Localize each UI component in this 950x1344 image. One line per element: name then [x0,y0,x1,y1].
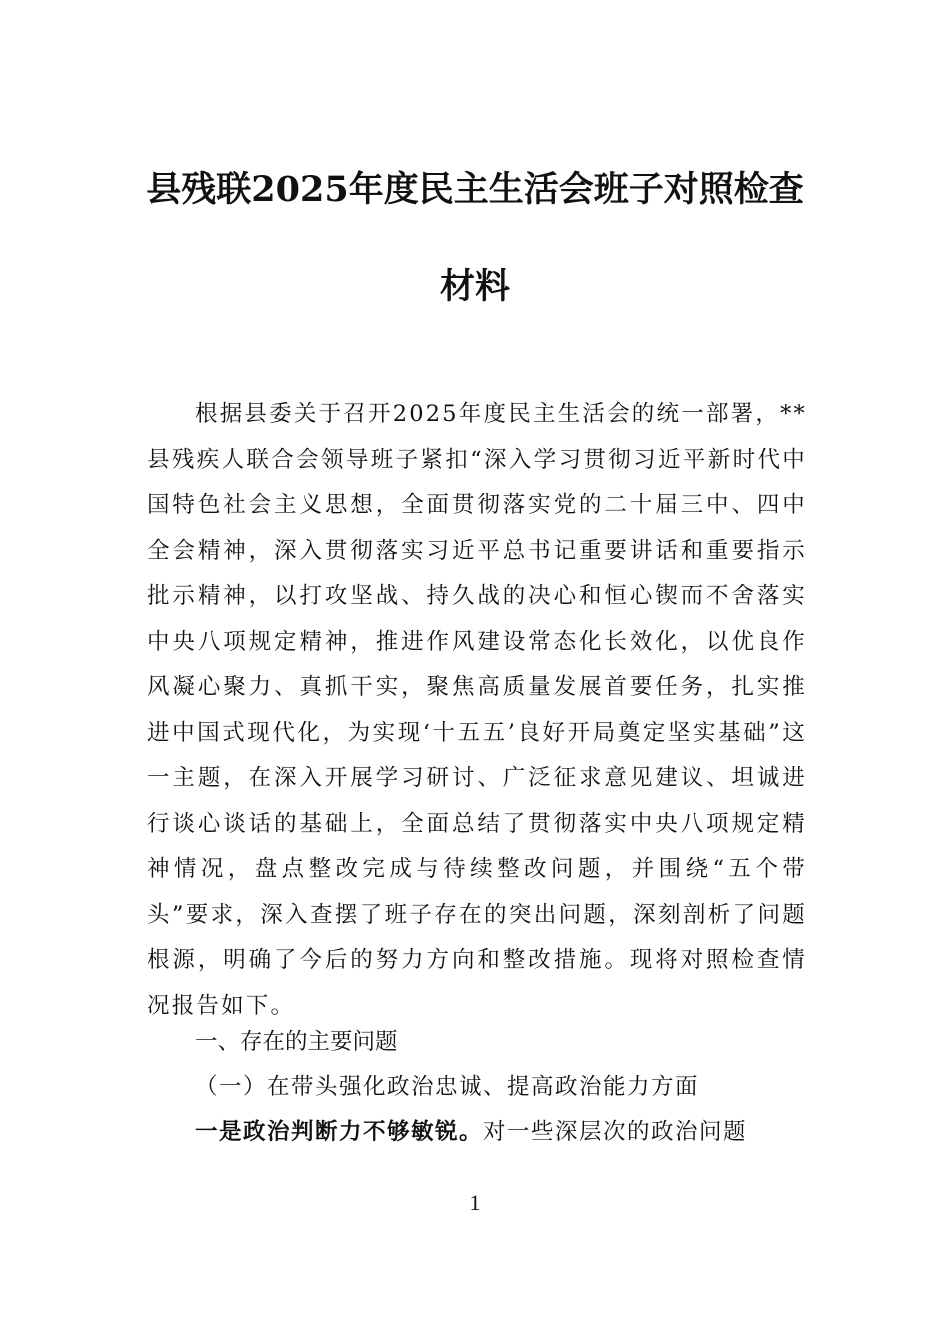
document-title-line-1: 县残联2025年度民主生活会班子对照检查 [146,169,804,210]
point-paragraph [195,1117,807,1147]
point-lead: 一是政治判断力不够敏锐。 [195,1119,484,1145]
intro-paragraph: 根据县委关于召开2025年度民主生活会的统一部署，**县残疾人联合会领导班子紧扣“深入学习贯彻习近平新时代中国特色社会主义思想，全面贯彻落实党的二十届三中、四中全会精神，深入贯彻落实习近平总书记重要讲话和重要指示批示精神，以打攻坚战、持久战的决心和恒心锲而不舍落实中央八项规定精神，推进作风建设常态化长效化，以优良作风凝心聚力、真抓干实，聚焦高质量发展首要任务，扎实推进中国式现代化，为实现‘十五五’良好开局奠定坚实基础”这一主题，在深入开展学习研讨、广泛征求意见建议、坦诚进行谈心谈话的基础上，全面总结了贯彻落实中央八项规定精神情况，盘点整改完成与待续整改问题，并围绕“五个带头”要求，深入查摆了班子存在的突出问题，深刻剖析了问题根源，明确了今后的努力方向和整改措施。现将对照检查情况报告如下。 [147,401,807,1019]
point-text: 对一些深层次的政治问题 [483,1119,748,1145]
page-number: 1 [469,1190,481,1215]
section-heading: 一、存在的主要问题 [195,1029,398,1055]
subsection-heading: （一）在带头强化政治忠诚、提高政治能力方面 [195,1074,700,1100]
document-title-line-2: 材料 [439,266,510,307]
